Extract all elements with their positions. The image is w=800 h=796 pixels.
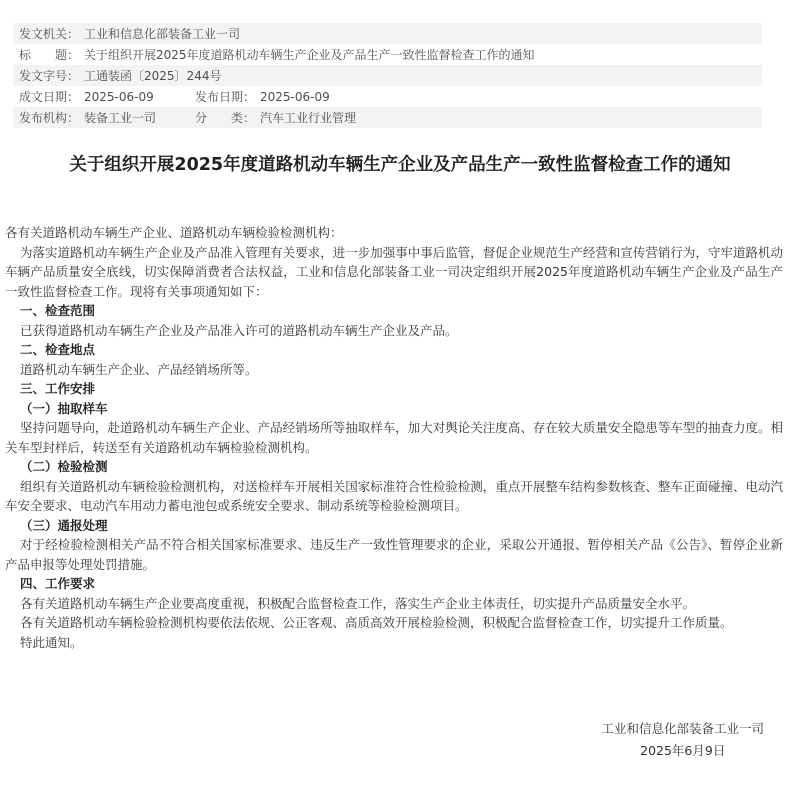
meta-row-title (13, 44, 762, 65)
section-3-2-heading: （二）检验检测 (20, 459, 108, 474)
section-1-heading: 一、检查范围 (20, 303, 96, 318)
section-3-2-body: 组织有关道路机动车辆检验检测机构，对送检样车开展相关国家标准符合性检验检测，重点开展整车结构参数核查、整车正面碰撞、电动汽车安全要求、电动汽车用动力蓄电池包或系统安全要求、制动系统等检验检测项目。 (5, 478, 783, 513)
category-value: 汽车工业行业管理 (260, 111, 357, 125)
written-date-label: 成文日期： (19, 90, 80, 104)
salutation: 各有关道路机动车辆生产企业、道路机动车辆检验检测机构： (5, 225, 343, 240)
written-date-cell (19, 88, 195, 105)
section-1-body: 已获得道路机动车辆生产企业及产品准入许可的道路机动车辆生产企业及产品。 (20, 322, 458, 338)
section-3-3-heading: （三）通报处理 (20, 517, 108, 533)
category-label: 分 类： (195, 111, 256, 125)
document-metadata-table (13, 23, 762, 128)
section-4-heading: 四、工作要求 (20, 576, 96, 591)
section-2-heading: 二、检查地点 (20, 342, 96, 357)
doc-number-label: 发文字号： (19, 69, 80, 83)
section-3-1-body: 坚持问题导向，赴道路机动车辆生产企业、产品经销场所等抽取样车，加大对舆论关注度高、存在较大质量安全隐患等车型的抽查力度。相关车型封样后，转送至有关道路机动车辆检验检测机构。 (5, 420, 783, 455)
document-title: 关于组织开展2025年度道路机动车辆生产企业及产品生产一致性监督检查工作的通知 (69, 155, 731, 175)
meta-row-dates (13, 86, 762, 107)
title-label: 标 题： (19, 48, 80, 62)
written-date-value: 2025-06-09 (84, 89, 154, 104)
issuing-org-value: 工业和信息化部装备工业一司 (84, 27, 241, 41)
title-value: 关于组织开展2025年度道路机动车辆生产企业及产品生产一致性监督检查工作的通知 (84, 48, 535, 62)
section-4-body-1: 各有关道路机动车辆生产企业要高度重视，积极配合监督检查工作，落实生产企业主体责任，切实提升产品质量安全水平。 (20, 595, 696, 611)
document-page (0, 23, 800, 796)
category-cell (195, 109, 356, 126)
doc-number-value: 工通装函〔2025〕244号 (84, 69, 222, 83)
publish-date-label: 发布日期： (195, 90, 256, 104)
publish-date-value: 2025-06-09 (260, 89, 330, 104)
publish-date-cell (195, 88, 330, 105)
section-2-body: 道路机动车辆生产企业、产品经销场所等。 (20, 361, 258, 377)
signature-date: 2025年6月9日 (640, 743, 726, 758)
meta-row-doc-number (13, 65, 762, 86)
section-4-body-2: 各有关道路机动车辆检验检测机构要依法依规、公正客观、高质高效开展检验检测，积极配合监督检查工作，切实提升工作质量。 (20, 615, 733, 630)
document-body (0, 223, 800, 652)
issuing-org-label: 发文机关： (19, 27, 80, 41)
intro-paragraph: 为落实道路机动车辆生产企业及产品准入管理有关要求，进一步加强事中事后监管，督促企业规范生产经营和宣传营销行为，守牢道路机动车辆产品质量安全底线，切实保障消费者合法权益，工业和信息化部装备工业一司决定组织开展2025年度道路机动车辆生产企业及产品生产一致性监督检查工作。现将有关事项通知如下： (5, 244, 783, 299)
section-3-1-heading: （一）抽取样车 (20, 400, 108, 416)
section-3-3-body: 对于经检验检测相关产品不符合相关国家标准要求、违反生产一致性管理要求的企业，采取公开通报、暂停相关产品《公告》、暂停企业新产品申报等处理处罚措施。 (5, 537, 783, 572)
meta-row-issuing-org (13, 23, 762, 44)
section-3-heading: 三、工作安排 (20, 381, 96, 396)
publish-org-label: 发布机构： (19, 111, 80, 125)
publish-org-value: 装备工业一司 (84, 111, 157, 125)
publish-org-cell (19, 109, 195, 126)
meta-row-org-category (13, 107, 762, 128)
signature-org: 工业和信息化部装备工业一司 (601, 721, 764, 736)
signature-block (0, 718, 800, 762)
closing: 特此通知。 (20, 634, 83, 650)
